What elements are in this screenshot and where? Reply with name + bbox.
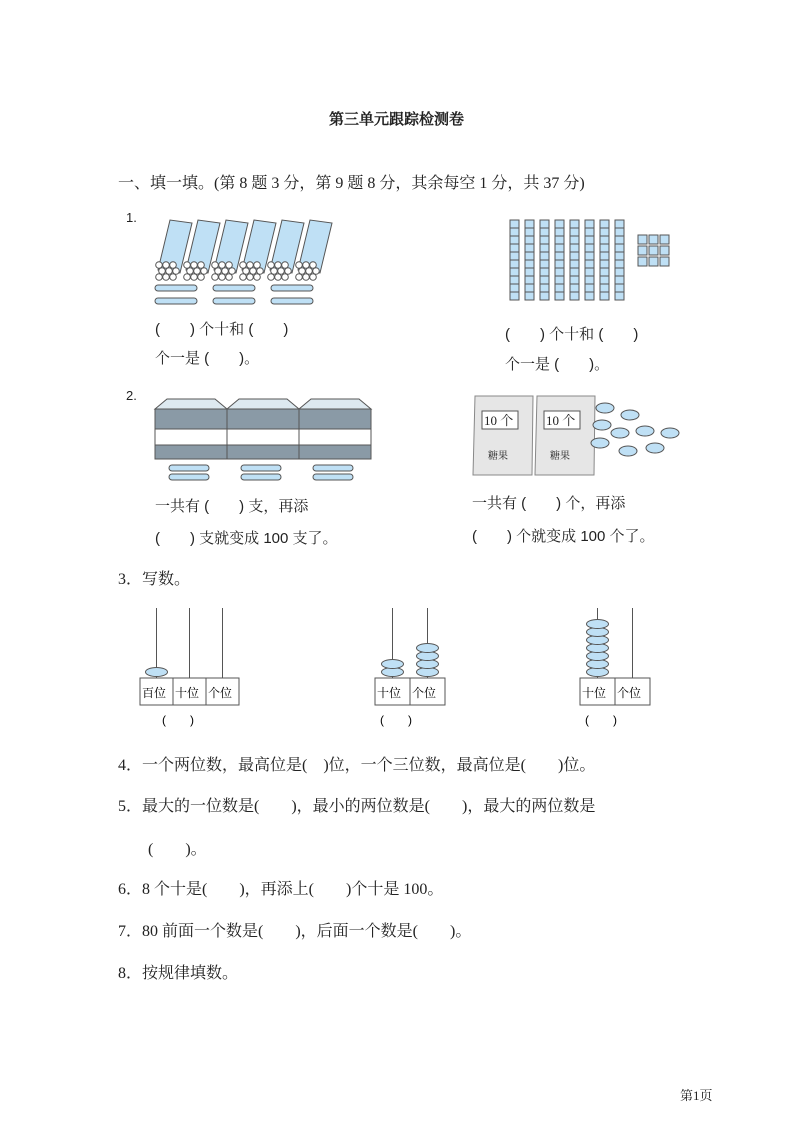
page-title: 第三单元跟踪检测卷 [328, 112, 464, 128]
stick-bundles-image [150, 215, 350, 310]
q2-number: 2. [126, 388, 137, 403]
svg-text:糖果: 糖果 [488, 451, 508, 462]
section-heading: 一、填一填。(第 8 题 3 分，第 9 题 8 分，其余每空 1 分，共 37 分) [118, 175, 585, 192]
abacus [375, 608, 445, 727]
bead [382, 660, 404, 669]
svg-text:( ): ( ) [380, 713, 412, 727]
candy [593, 420, 611, 430]
svg-text:个位: 个位 [208, 686, 233, 700]
single-stick [271, 298, 313, 304]
svg-text:( ): ( ) [162, 713, 194, 727]
svg-text:( ): ( ) [585, 713, 617, 727]
bead [146, 668, 168, 677]
q8-text: 8．按规律填数。 [118, 965, 239, 982]
pencil-box [299, 399, 371, 480]
pencil [313, 465, 353, 471]
abacus [580, 608, 650, 727]
base-ten-blocks-image [510, 220, 685, 305]
abacus-images [0, 600, 793, 735]
q4-text: 4．一个两位数，最高位是( )位，一个三位数，最高位是( )位。 [118, 757, 596, 774]
single-stick [213, 285, 255, 291]
candy [621, 410, 639, 420]
page-number: 第1页 [680, 1088, 713, 1103]
candy [661, 428, 679, 438]
svg-text:个位: 个位 [617, 686, 642, 700]
candy [636, 426, 654, 436]
q1-left-line2: 个一是 ( )。 [155, 350, 260, 367]
q2-right-line2: ( ) 个就变成 100 个了。 [472, 528, 655, 545]
svg-text:10 个: 10 个 [546, 413, 576, 428]
svg-text:百位: 百位 [142, 686, 167, 700]
q3-text: 3．写数。 [118, 571, 191, 588]
candy [591, 438, 609, 448]
candy [619, 446, 637, 456]
pencil [313, 474, 353, 480]
candy-bags-image [470, 393, 695, 478]
candy [611, 428, 629, 438]
q1-number: 1. [126, 210, 137, 225]
single-stick [155, 298, 197, 304]
svg-text:十位: 十位 [582, 686, 607, 700]
pencil [241, 465, 281, 471]
svg-text:糖果: 糖果 [550, 451, 570, 462]
single-stick [155, 285, 197, 291]
svg-text:十位: 十位 [377, 686, 402, 700]
q1-right-line1: ( ) 个十和 ( ) [505, 326, 639, 343]
svg-text:个位: 个位 [412, 686, 437, 700]
q2-left-line1: 一共有 ( ) 支，再添 [155, 498, 309, 515]
single-stick [213, 298, 255, 304]
q1-left-line1: ( ) 个十和 ( ) [155, 321, 289, 338]
pencil [169, 465, 209, 471]
q1-right-line2: 个一是 ( )。 [505, 356, 610, 373]
q2-left-line2: ( ) 支就变成 100 支了。 [155, 530, 338, 547]
q2-right-line1: 一共有 ( ) 个，再添 [472, 495, 626, 512]
candy-bag [473, 396, 533, 475]
q6-text: 6．8 个十是( )，再添上( )个十是 100。 [118, 881, 444, 898]
abacus [140, 608, 239, 727]
svg-text:十位: 十位 [175, 686, 200, 700]
pencil [241, 474, 281, 480]
bead [587, 620, 609, 629]
single-stick [271, 285, 313, 291]
candy-bag [535, 396, 595, 475]
q5-text-cont: ( )。 [148, 841, 207, 858]
candy [596, 403, 614, 413]
svg-text:10 个: 10 个 [484, 413, 514, 428]
q7-text: 7．80 前面一个数是( )，后面一个数是( )。 [118, 923, 472, 940]
pencil-boxes-image [155, 397, 375, 482]
candy [646, 443, 664, 453]
bead [417, 644, 439, 653]
pencil-box [227, 399, 299, 480]
pencil-box [155, 399, 227, 480]
pencil [169, 474, 209, 480]
q5-text: 5．最大的一位数是( )，最小的两位数是( )，最大的两位数是 [118, 798, 596, 815]
